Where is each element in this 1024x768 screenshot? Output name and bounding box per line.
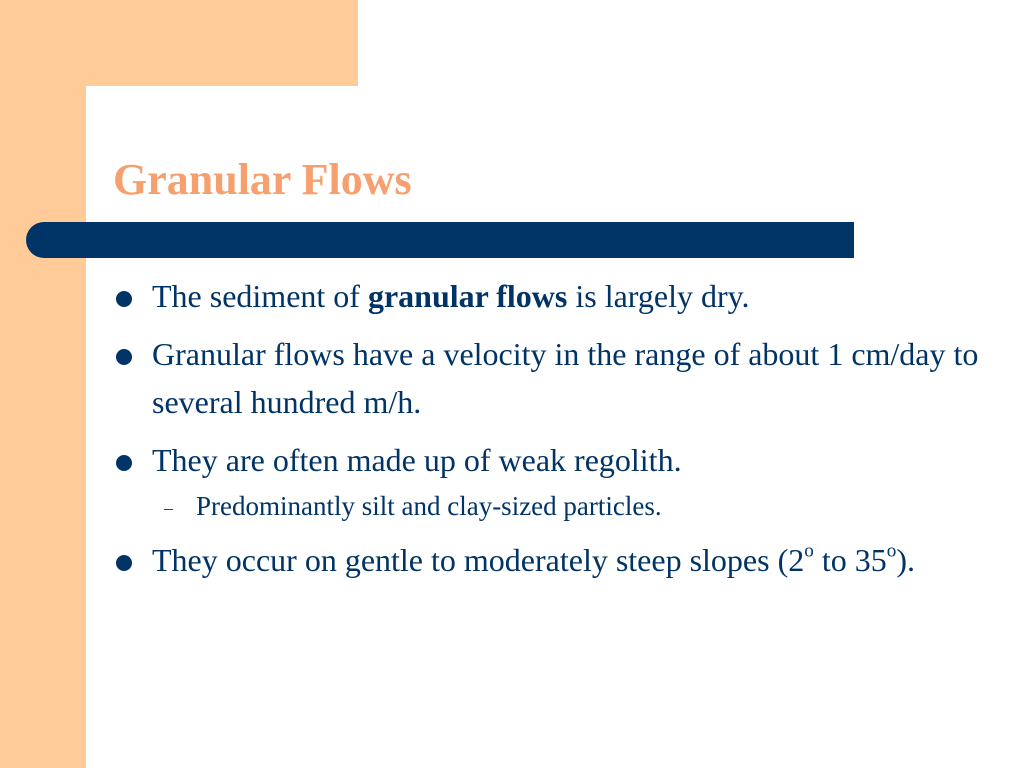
background-accent-top (0, 0, 358, 86)
bullet-dot-icon (116, 555, 132, 571)
title-underline-bar (26, 222, 854, 258)
bullet-item (113, 436, 993, 526)
bullet-text-part2: to 35 (813, 542, 887, 578)
bullet-dot-icon (116, 455, 132, 471)
bullet-item (113, 536, 993, 584)
degree-superscript: o (886, 540, 897, 562)
dash-icon: – (164, 498, 173, 518)
sub-bullet-list (152, 486, 993, 526)
bullet-text-bold: granular flows (367, 278, 568, 314)
bullet-text-part3: ). (896, 542, 915, 578)
slide-title: Granular Flows (113, 155, 412, 204)
background-accent-left (0, 0, 86, 768)
degree-superscript: o (804, 540, 814, 562)
bullet-text-post: is largely dry. (567, 278, 750, 314)
bullet-text-pre: The sediment of (152, 278, 368, 314)
bullet-list (113, 272, 993, 594)
bullet-item (113, 330, 993, 426)
bullet-dot-icon (116, 349, 132, 365)
bullet-text: Granular flows have a velocity in the range of about 1 cm/day to several hundred m/h. (152, 336, 979, 420)
sub-bullet-text: Predominantly silt and clay-sized particles. (196, 491, 662, 521)
bullet-text: They are often made up of weak regolith. (152, 442, 682, 478)
bullet-dot-icon (116, 291, 132, 307)
bullet-text-part1: They occur on gentle to moderately steep slopes (2 (152, 542, 805, 578)
sub-bullet-item (152, 486, 993, 526)
bullet-item (113, 272, 993, 320)
